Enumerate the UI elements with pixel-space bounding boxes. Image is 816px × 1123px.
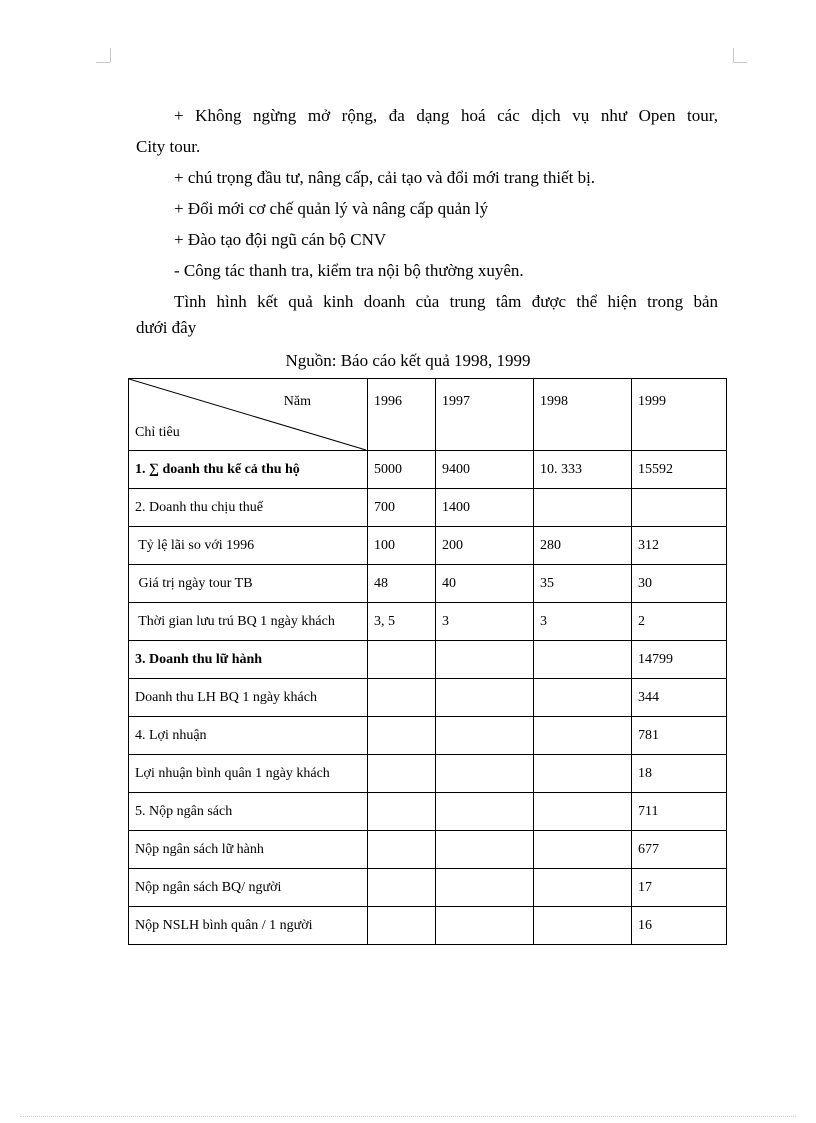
row-value: 711: [632, 793, 727, 831]
row-value: [534, 755, 632, 793]
table-row: [129, 793, 727, 831]
row-value: [368, 717, 436, 755]
row-value: [436, 793, 534, 831]
row-value: 16: [632, 907, 727, 945]
row-value: 14799: [632, 641, 727, 679]
paragraph-line: dưới đây: [136, 318, 197, 337]
crop-mark-top-left: [110, 48, 111, 62]
header-year: 1998: [534, 379, 632, 451]
paragraph-line: Tình hình kết quả kinh doanh của trung tâm được thể hiện trong bản: [174, 292, 718, 311]
row-value: [436, 831, 534, 869]
row-value: 200: [436, 527, 534, 565]
row-value: [368, 869, 436, 907]
row-label: Nộp ngân sách BQ/ người: [129, 869, 368, 907]
table-row: [129, 869, 727, 907]
table-row: [129, 679, 727, 717]
row-value: [368, 831, 436, 869]
row-value: [534, 869, 632, 907]
row-value: 312: [632, 527, 727, 565]
row-value: [436, 679, 534, 717]
row-value: 30: [632, 565, 727, 603]
row-value: [368, 793, 436, 831]
paragraph-line: + Đào tạo đội ngũ cán bộ CNV: [174, 230, 387, 249]
crop-mark-top-left-h: [96, 62, 110, 63]
row-label: 1. ∑ doanh thu kể cả thu hộ: [129, 451, 368, 489]
row-value: 9400: [436, 451, 534, 489]
page-bottom-border: [20, 1116, 796, 1117]
row-label: Giá trị ngày tour TB: [129, 565, 368, 603]
row-value: [368, 907, 436, 945]
row-value: 17: [632, 869, 727, 907]
row-value: [436, 869, 534, 907]
table-row: [129, 527, 727, 565]
row-value: 280: [534, 527, 632, 565]
row-value: [436, 755, 534, 793]
row-value: [534, 641, 632, 679]
row-value: 18: [632, 755, 727, 793]
paragraph-line: + Đổi mới cơ chế quản lý và nâng cấp quản lý: [174, 199, 489, 218]
row-value: [436, 907, 534, 945]
row-value: [534, 907, 632, 945]
row-value: 3: [534, 603, 632, 641]
table-caption: Nguồn: Báo cáo kết quả 1998, 1999: [285, 351, 531, 370]
paragraph-line: + chú trọng đầu tư, nâng cấp, cải tạo và đổi mới trang thiết bị.: [174, 168, 596, 187]
row-label: 4. Lợi nhuận: [129, 717, 368, 755]
table-header-row: [129, 379, 727, 451]
table-row: [129, 603, 727, 641]
table-row: [129, 641, 727, 679]
row-value: [436, 717, 534, 755]
body-text: [136, 100, 718, 339]
row-value: [368, 755, 436, 793]
row-label: Doanh thu LH BQ 1 ngày khách: [129, 679, 368, 717]
row-value: [534, 679, 632, 717]
row-value: 100: [368, 527, 436, 565]
header-indicator-label: Chỉ tiêu: [135, 425, 180, 440]
table-row: [129, 755, 727, 793]
row-value: 344: [632, 679, 727, 717]
table-row: [129, 831, 727, 869]
row-value: [534, 717, 632, 755]
row-label: 2. Doanh thu chịu thuế: [129, 489, 368, 527]
row-value: 15592: [632, 451, 727, 489]
row-value: 3: [436, 603, 534, 641]
header-year: 1996: [368, 379, 436, 451]
row-label: 5. Nộp ngân sách: [129, 793, 368, 831]
row-value: [368, 641, 436, 679]
row-value: 1400: [436, 489, 534, 527]
table-row: [129, 451, 727, 489]
header-year: 1997: [436, 379, 534, 451]
row-value: [436, 641, 534, 679]
table-row: [129, 717, 727, 755]
header-year-label: Năm: [283, 394, 311, 409]
table-row: [129, 565, 727, 603]
row-label: 3. Doanh thu lữ hành: [129, 641, 368, 679]
table-row: [129, 489, 727, 527]
report-table: [128, 378, 727, 945]
crop-mark-top-right-h: [733, 62, 747, 63]
row-label: Tỷ lệ lãi so với 1996: [129, 527, 368, 565]
row-value: [534, 489, 632, 527]
row-value: [632, 489, 727, 527]
row-label: Thời gian lưu trú BQ 1 ngày khách: [129, 603, 368, 641]
row-value: 3, 5: [368, 603, 436, 641]
row-value: 5000: [368, 451, 436, 489]
row-value: [368, 679, 436, 717]
row-value: 48: [368, 565, 436, 603]
table-row: [129, 907, 727, 945]
row-label: Nộp NSLH bình quân / 1 người: [129, 907, 368, 945]
header-year: 1999: [632, 379, 727, 451]
paragraph-line: City tour.: [136, 137, 201, 156]
row-value: 10. 333: [534, 451, 632, 489]
row-label: Lợi nhuận bình quân 1 ngày khách: [129, 755, 368, 793]
paragraph-line: - Công tác thanh tra, kiểm tra nội bộ thường xuyên.: [174, 261, 524, 280]
row-value: 677: [632, 831, 727, 869]
row-value: 40: [436, 565, 534, 603]
row-value: [534, 793, 632, 831]
paragraph-line: + Không ngừng mở rộng, đa dạng hoá các dịch vụ như Open tour,: [174, 106, 718, 125]
row-value: 781: [632, 717, 727, 755]
row-value: 700: [368, 489, 436, 527]
crop-mark-top-right: [733, 48, 734, 62]
row-value: [534, 831, 632, 869]
row-label: Nộp ngân sách lữ hành: [129, 831, 368, 869]
row-value: 35: [534, 565, 632, 603]
header-diagonal-cell: [129, 379, 368, 451]
row-value: 2: [632, 603, 727, 641]
